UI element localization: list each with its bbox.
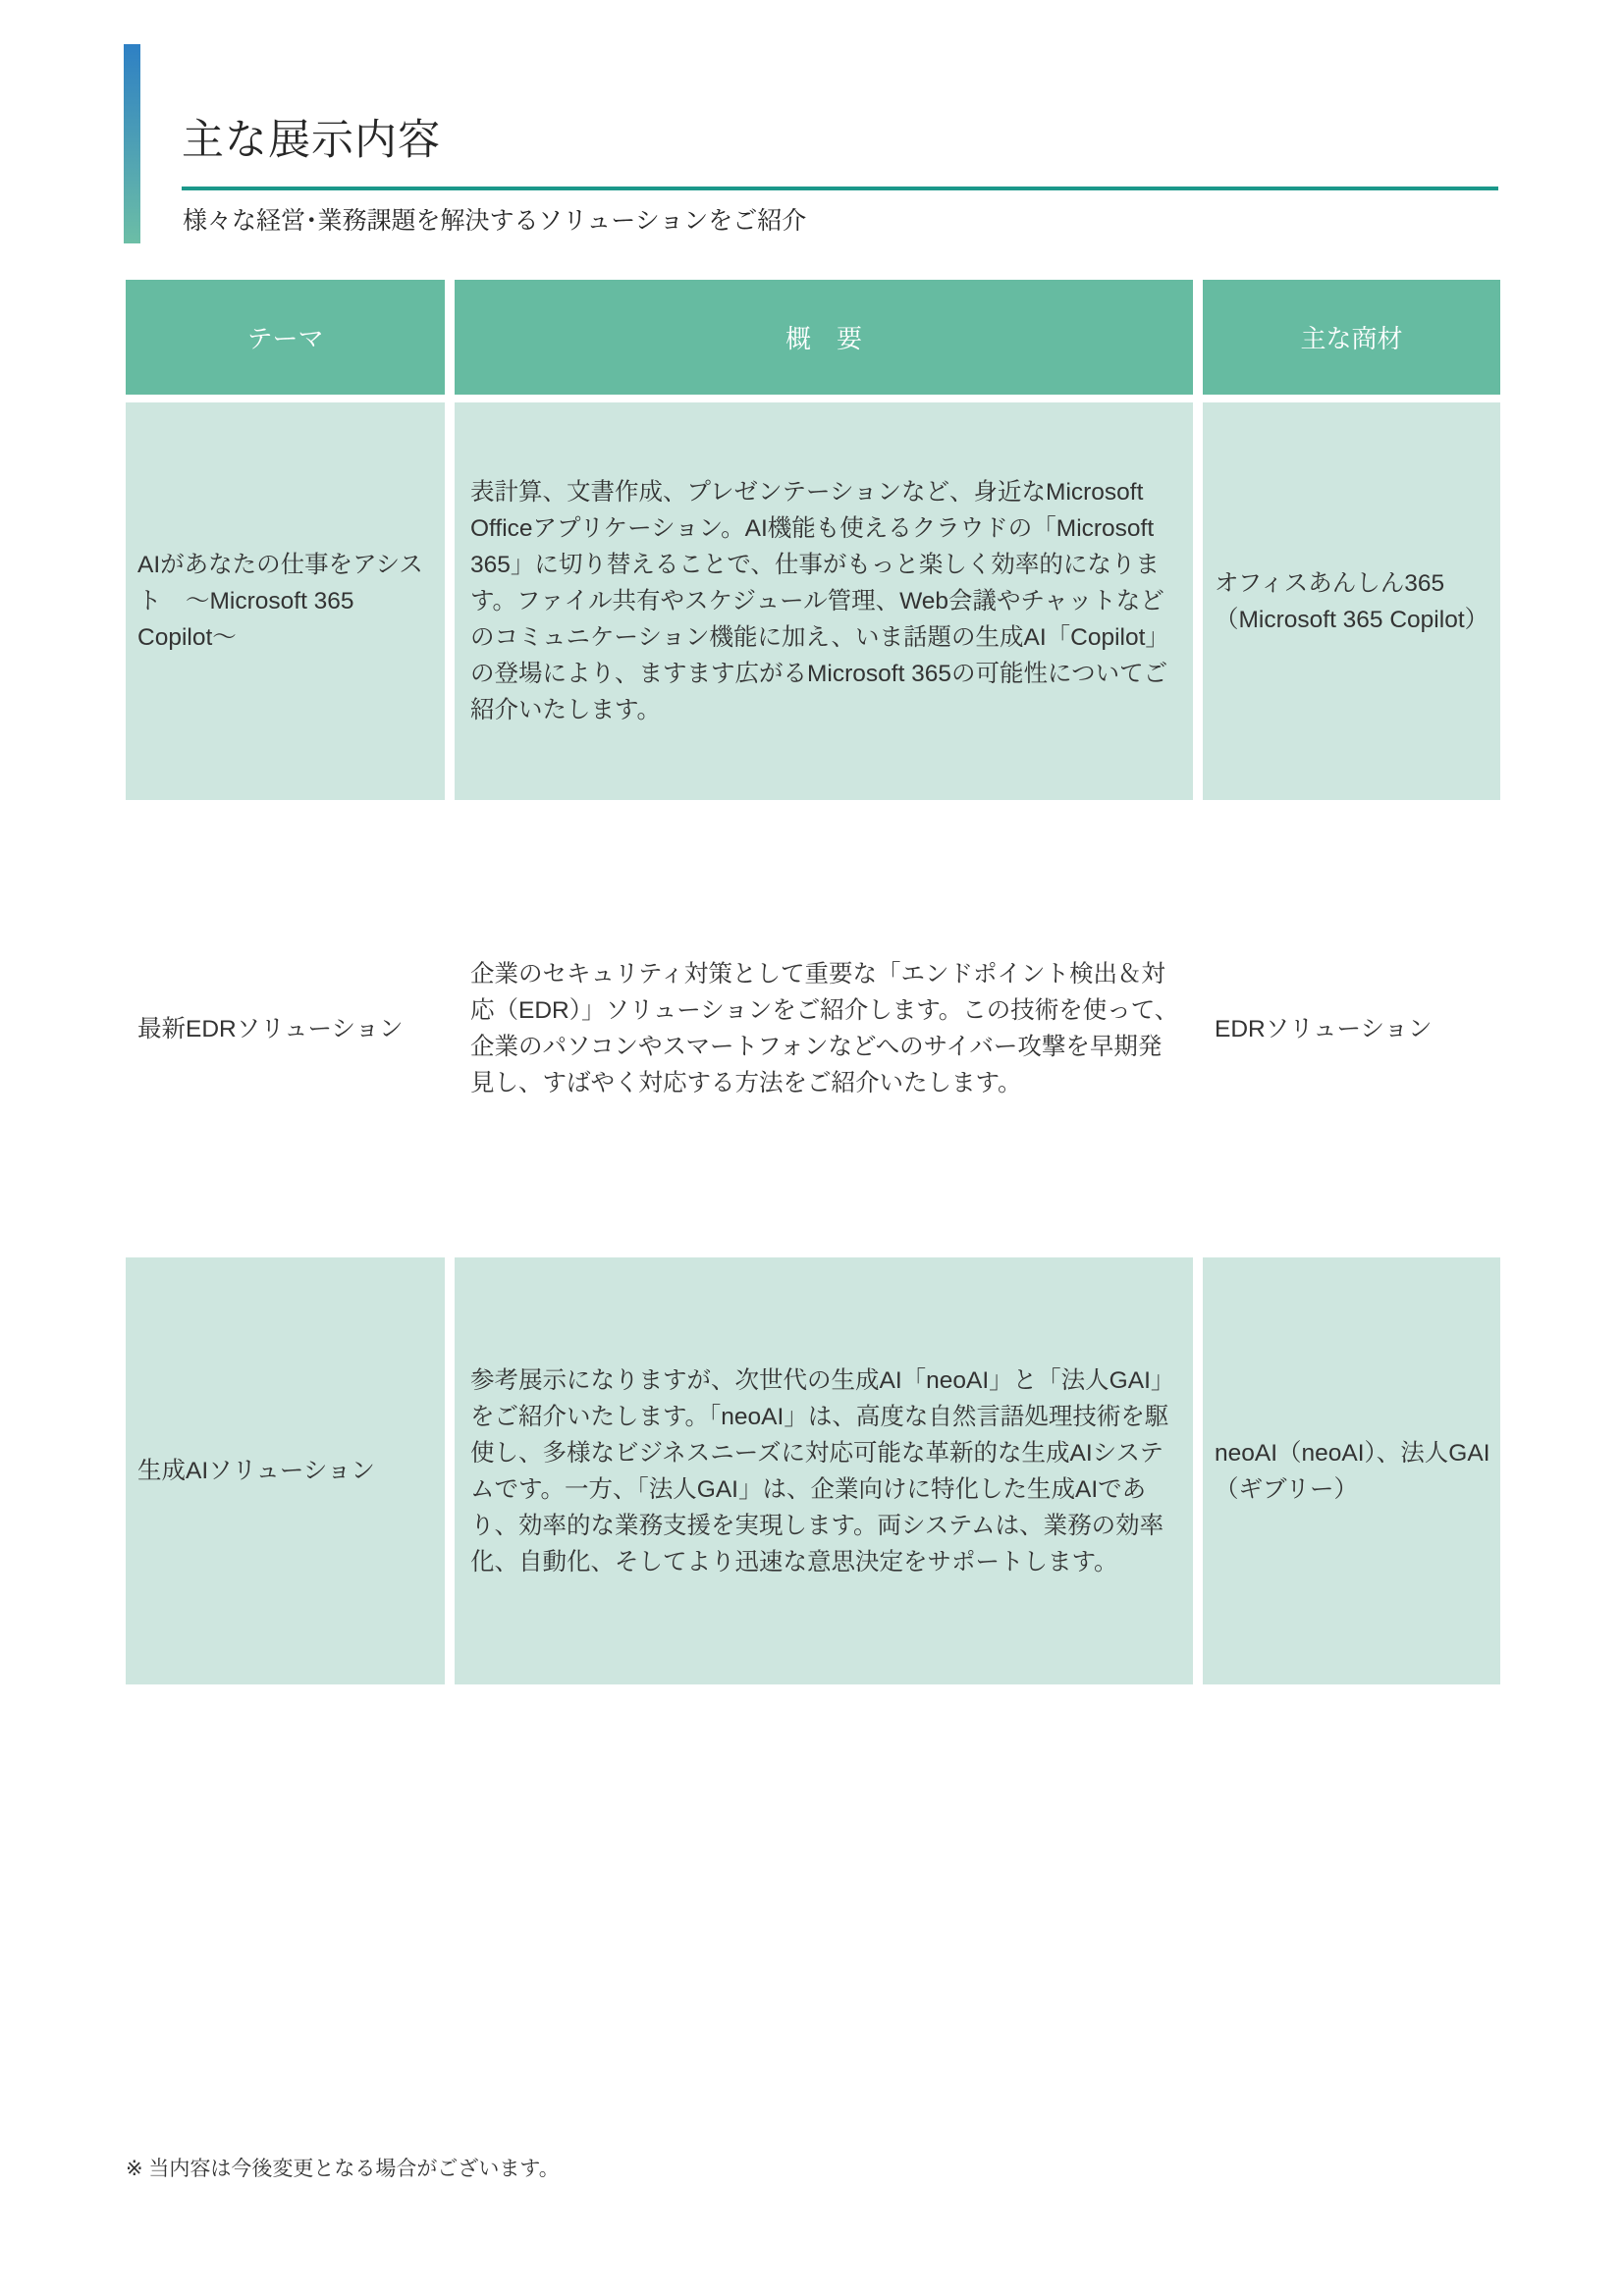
row1-theme-cell <box>126 402 445 800</box>
header-cell-products <box>1203 280 1500 395</box>
header-cell-theme <box>126 280 445 395</box>
header-products-label: 主な商材 <box>1300 324 1403 353</box>
title-accent-bar <box>124 44 140 243</box>
row3-products-text: neoAI（neoAI）、法人GAI（ギブリー） <box>1215 1439 1490 1503</box>
row1-products-cell <box>1203 402 1500 800</box>
row3-theme-cell <box>126 1257 445 1684</box>
row1-products-text: オフィスあんしん365（Microsoft 365 Copilot） <box>1215 569 1489 633</box>
row2-theme-cell <box>126 808 445 1250</box>
row3-products-cell <box>1203 1257 1500 1684</box>
row1-summary-text: 表計算、文書作成、プレゼンテーションなど、身近なMicrosoft Officeアプリケーション。AI機能も使えるクラウドの「Microsoft 365」に切り替えることで、仕事がもっと楽しく効率的になります。ファイル共有やスケジュール管理、Web会議やチャットなどのコミュニケーション機能に加え、いま話題の生成AI「Copilot」の登場により、ますます広がるMicrosoft 365の可能性についてご紹介いたします。 <box>470 479 1169 723</box>
row1-summary-cell <box>455 402 1193 800</box>
row3-theme-text: 生成AIソリューション <box>137 1458 375 1484</box>
row3-summary-cell <box>455 1257 1193 1684</box>
header-summary-label: 概 要 <box>784 324 862 353</box>
title-underline <box>182 187 1498 190</box>
footnote: ※ 当内容は今後変更となる場合がございます。 <box>126 2158 560 2180</box>
row3-summary-text: 参考展示になりますが、次世代の生成AI「neoAI」と「法人GAI」をご紹介いたします。「neoAI」は、高度な自然言語処理技術を駆使し、多様なビジネスニーズに対応可能な革新的な生成AIシステムです。一方、「法人GAI」は、企業向けに特化した生成AIであり、効率的な業務支援を実現します。両システムは、業務の効率化、自動化、そしてより迅速な意思決定をサポートします。 <box>470 1366 1175 1575</box>
header-theme-label: テーマ <box>246 324 324 353</box>
row1-theme-text: AIがあなたの仕事をアシスト ～Microsoft 365 Copilot～ <box>137 552 423 651</box>
row2-products-cell <box>1203 808 1500 1250</box>
page-subtitle: 様々な経営･業務課題を解決するソリューションをご紹介 <box>183 207 807 235</box>
page-title: 主な展示内容 <box>182 117 441 164</box>
row2-summary-cell <box>455 808 1193 1250</box>
row2-summary-text: 企業のセキュリティ対策として重要な「エンドポイント検出＆対応（EDR）」ソリューションをご紹介します。この技術を使って、企業のパソコンやスマートフォンなどへのサイバー攻撃を早期発見し、すばやく対応する方法をご紹介いたします。 <box>470 961 1179 1096</box>
header-cell-summary <box>455 280 1193 395</box>
row2-products-text: EDRソリューション <box>1215 1015 1433 1042</box>
row2-theme-text: 最新EDRソリューション <box>137 1015 404 1042</box>
exhibit-table <box>126 280 1500 1684</box>
